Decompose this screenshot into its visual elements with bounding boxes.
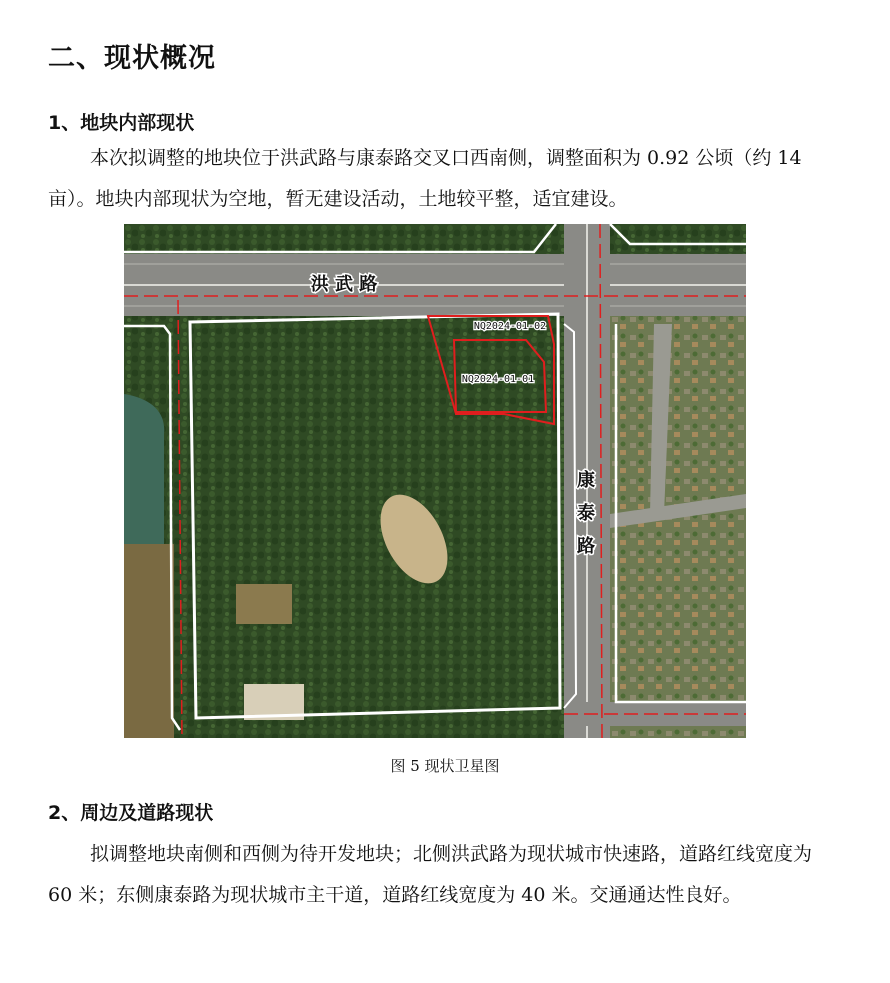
satellite-figure xyxy=(124,224,746,738)
parcel-label-02: NQ2024-01-02 xyxy=(473,321,547,332)
subsection-title-internal: 1、地块内部现状 xyxy=(48,112,195,134)
road-label-north: 洪 武 路 xyxy=(310,274,378,295)
subsection-title-surroundings: 2、周边及道路现状 xyxy=(48,802,214,824)
paragraph-internal: 本次拟调整的地块位于洪武路与康泰路交叉口西南侧，调整面积为 0.92 公顷（约 14 亩）。地块内部现状为空地，暂无建设活动，土地较平整，适宜建设。 xyxy=(48,147,802,210)
parcel-label-01: NQ2024-01-01 xyxy=(461,374,535,385)
road-label-east-2: 泰 xyxy=(577,503,595,524)
road-label-east-1: 康 xyxy=(577,470,595,491)
farmland-strip xyxy=(236,584,292,624)
figure-caption: 图 5 现状卫星图 xyxy=(390,757,500,775)
west-field xyxy=(124,544,174,738)
lake-area xyxy=(124,394,164,544)
road-label-east-3: 路 xyxy=(577,536,595,557)
satellite-map xyxy=(124,224,746,738)
section-heading: 二、现状概况 xyxy=(48,43,216,74)
paragraph-surroundings: 拟调整地块南侧和西侧为待开发地块；北侧洪武路为现状城市快速路，道路红线宽度为 60 米；东侧康泰路为现状城市主干道，道路红线宽度为 40 米。交通通达性良好。 xyxy=(48,843,813,906)
